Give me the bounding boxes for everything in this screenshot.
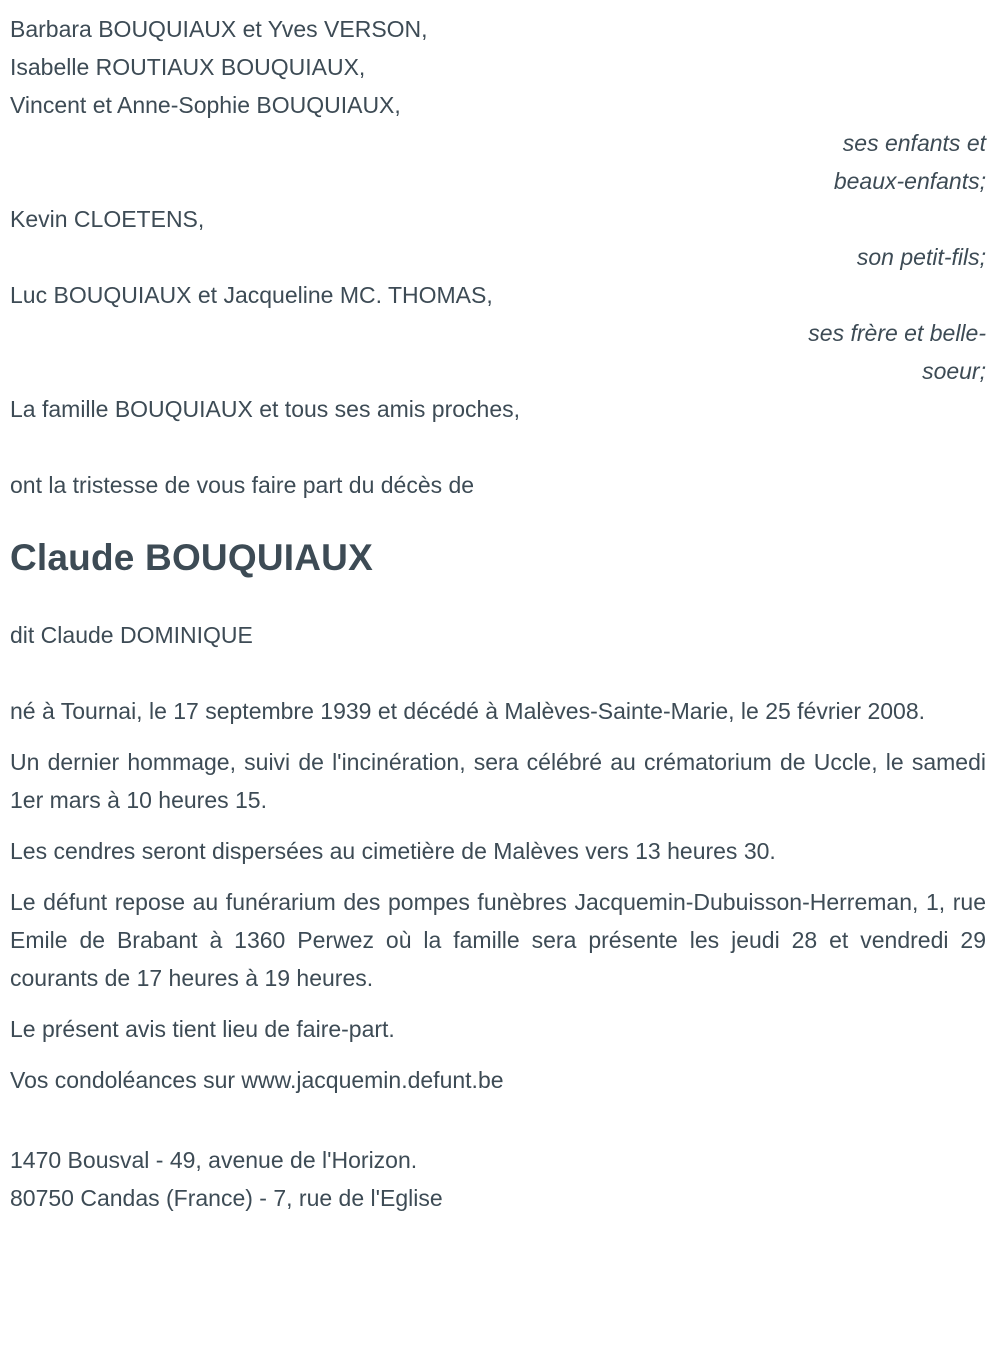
addresses-section xyxy=(10,1141,986,1217)
notice-body-section xyxy=(10,692,986,1099)
address-line: 80750 Candas (France) - 7, rue de l'Eglise xyxy=(10,1185,443,1211)
relation-label: ses frère et belle- xyxy=(808,320,986,346)
deceased-name-title: Claude BOUQUIAUX xyxy=(10,537,373,578)
relative-names-line: Barbara BOUQUIAUX et Yves VERSON, xyxy=(10,16,428,42)
relative-names-line: Luc BOUQUIAUX et Jacqueline MC. THOMAS, xyxy=(10,282,493,308)
relation-label: soeur; xyxy=(922,358,986,384)
ceremony-paragraph: Un dernier hommage, suivi de l'incinération, sera célébré au crématorium de Uccle, le samedi 1er mars à 10 heures 15. xyxy=(10,749,986,813)
relative-names-line: La famille BOUQUIAUX et tous ses amis proches, xyxy=(10,396,521,422)
relative-names-line: Kevin CLOETENS, xyxy=(10,206,205,232)
address-line: 1470 Bousval - 49, avenue de l'Horizon. xyxy=(10,1147,418,1173)
relation-label: son petit-fils; xyxy=(856,244,986,270)
ashes-paragraph: Les cendres seront dispersées au cimetière de Malèves vers 13 heures 30. xyxy=(10,838,776,864)
announcement-line: ont la tristesse de vous faire part du décès de xyxy=(10,472,475,498)
relatives-section xyxy=(10,10,986,428)
deceased-alias-line: dit Claude DOMINIQUE xyxy=(10,622,253,648)
birth-death-paragraph: né à Tournai, le 17 septembre 1939 et décédé à Malèves-Sainte-Marie, le 25 février 2008. xyxy=(10,698,926,724)
relation-label: beaux-enfants; xyxy=(833,168,986,194)
condolences-paragraph: Vos condoléances sur www.jacquemin.defunt.be xyxy=(10,1067,504,1093)
relative-names-line: Isabelle ROUTIAUX BOUQUIAUX, xyxy=(10,54,366,80)
relation-label: ses enfants et xyxy=(842,130,986,156)
faire-part-paragraph: Le présent avis tient lieu de faire-part. xyxy=(10,1016,395,1042)
funeral-home-paragraph: Le défunt repose au funérarium des pompes funèbres Jacquemin-Dubuisson-Herreman, 1, rue Emile de Brabant à 1360 Perwez où la famille sera présente les jeudi 28 et vendredi 29 courants de 17 heures à 19 heures. xyxy=(10,889,986,991)
relative-names-line: Vincent et Anne-Sophie BOUQUIAUX, xyxy=(10,92,401,118)
